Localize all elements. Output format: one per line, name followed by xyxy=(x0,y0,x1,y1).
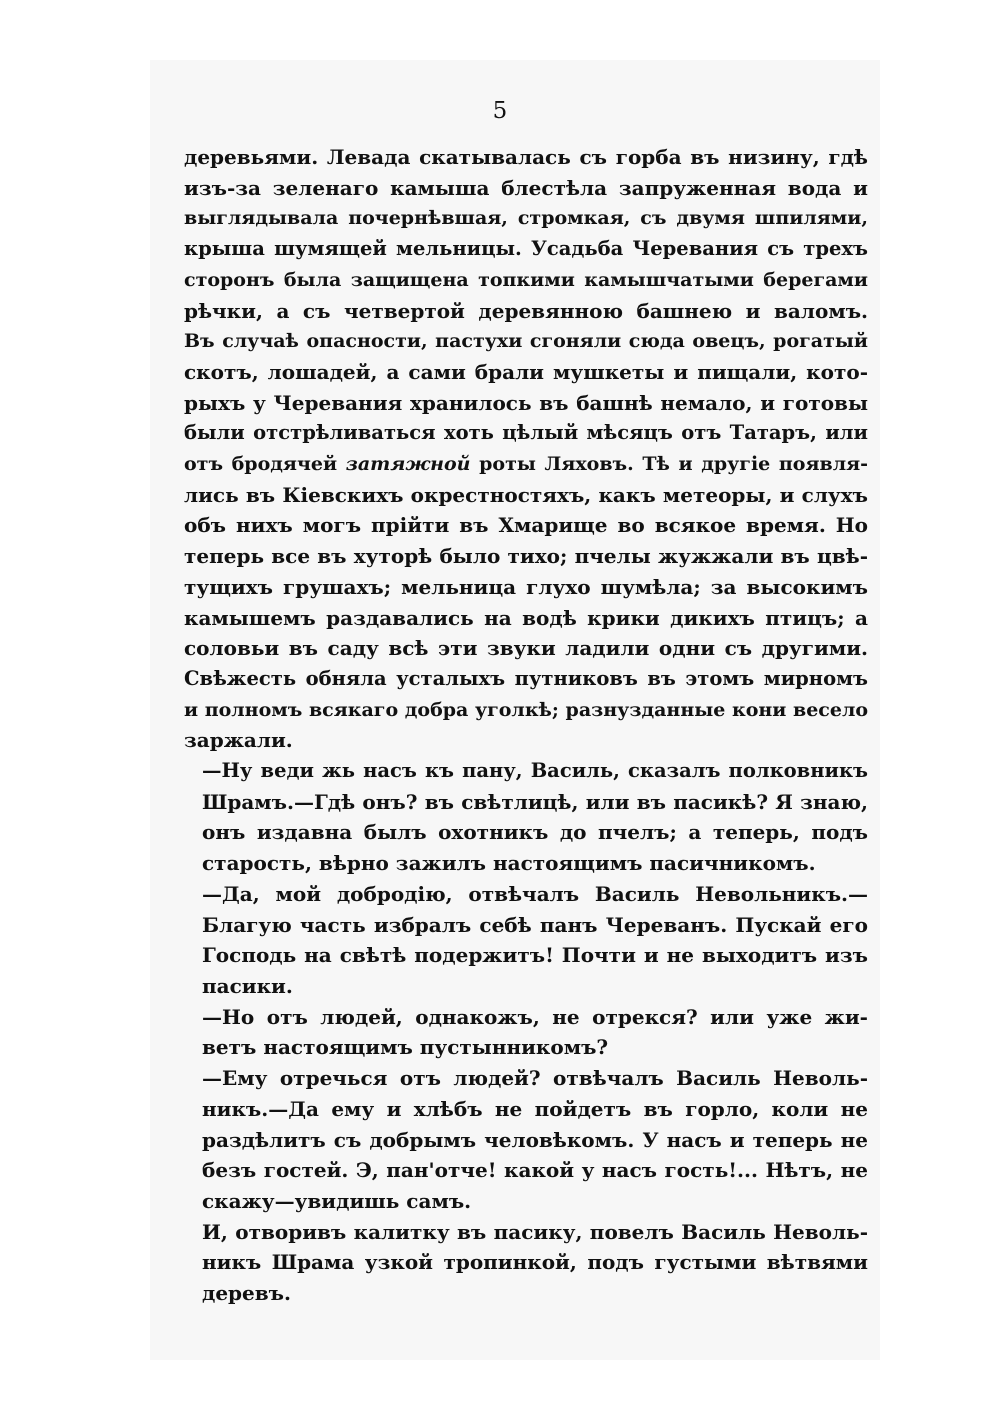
text-line: соловьи въ саду всѣ эти звуки ладили одни съ другими. xyxy=(184,636,868,661)
text-line: лись въ Кіевскихъ окрестностяхъ, какъ метеоры, и слухъ xyxy=(184,482,868,507)
italic-word: затяжной xyxy=(345,453,471,476)
text-line: старость, вѣрно зажилъ настоящимъ пасичникомъ. xyxy=(202,851,816,876)
text-line: —Ему отречься отъ людей? отвѣчалъ Василь Неволь- xyxy=(202,1066,868,1091)
text-line: Благую часть избралъ себѣ панъ Череванъ. Пускай его xyxy=(202,912,868,937)
body-text xyxy=(184,142,868,1309)
paragraph-1 xyxy=(184,142,868,756)
paragraph-4 xyxy=(184,1002,868,1063)
text-line: онъ издавна былъ охотникъ до пчелъ; а теперь, подъ xyxy=(202,820,868,845)
text-line: Шрамъ.—Гдѣ онъ? въ свѣтлицѣ, или въ пасикѣ? Я знаю, xyxy=(202,789,868,814)
text-line: рыхъ у Черевания хранилось въ башнѣ немало, и готовы xyxy=(184,390,868,415)
text-line: —Да, мой добродію, отвѣчалъ Василь Невольникъ.— xyxy=(202,881,868,906)
text-line: раздѣлитъ съ добрымъ человѣкомъ. У насъ и теперь не xyxy=(202,1127,868,1152)
text-line: Свѣжесть обняла усталыхъ путниковъ въ этомъ мирномъ xyxy=(184,666,868,690)
page-number: 5 xyxy=(492,98,508,124)
text-line: скажу—увидишь самъ. xyxy=(202,1188,472,1213)
paragraph-3 xyxy=(184,879,868,1002)
text-line: были отстрѣливаться хоть цѣлый мѣсяцъ отъ Татаръ, или xyxy=(184,421,868,445)
text-line: никъ Шрама узкой тропинкой, подъ густыми вѣтвями xyxy=(202,1250,868,1275)
paragraph-6 xyxy=(184,1217,868,1309)
text-line: пасики. xyxy=(202,973,293,998)
text-line: выглядывала почернѣвшая, стромкая, съ двумя шпилями, xyxy=(184,207,868,230)
text-line: камышемъ раздавались на водѣ крики дикихъ птицъ; а xyxy=(184,605,868,630)
text-segment: отъ бродячей xyxy=(184,453,346,476)
text-line: крыша шумящей мельницы. Усадьба Черевания съ трехъ xyxy=(184,237,868,261)
text-line: безъ гостей. Э, пан'отче! какой у насъ гость!... Нѣтъ, не xyxy=(202,1158,868,1183)
text-line: объ нихъ могъ прійти въ Хмарище во всякое время. Но xyxy=(184,513,868,538)
text-line: —Ну веди жь насъ къ пану, Василь, сказалъ полковникъ xyxy=(202,759,868,783)
text-line: Господь на свѣтѣ подержитъ! Почти и не выходитъ изъ xyxy=(202,943,868,968)
text-line: —Но отъ людей, однакожъ, не отрекся? или уже жи- xyxy=(202,1004,868,1029)
text-line: ветъ настоящимъ пустынникомъ? xyxy=(202,1035,609,1060)
paragraph-5 xyxy=(184,1063,868,1217)
text-line: тущихъ грушахъ; мельница глухо шумѣла; за высокимъ xyxy=(184,574,868,599)
text-line: теперь все въ хуторѣ было тихо; пчелы жужжали въ цвѣ- xyxy=(184,544,868,569)
text-line: Въ случаѣ опасности, пастухи сгоняли сюда овецъ, рогатый xyxy=(184,330,868,353)
text-line: рѣчки, а съ четвертой деревянною башнею и валомъ. xyxy=(184,298,868,323)
text-segment: роты Ляховъ. Тѣ и другіе появля- xyxy=(470,453,869,476)
text-line: скотъ, лошадей, а сами брали мушкеты и пищали, кото- xyxy=(184,359,868,384)
text-line: деревъ. xyxy=(202,1281,291,1306)
text-line: никъ.—Да ему и хлѣбъ не пойдетъ въ горло, коли не xyxy=(202,1096,868,1121)
paragraph-2 xyxy=(184,756,868,879)
text-line: и полномъ всякаго добра уголкѣ; разнузданные кони весело xyxy=(184,698,869,721)
text-line xyxy=(184,449,868,480)
text-line: заржали. xyxy=(184,728,293,753)
text-line: деревьями. Левада скатывалась съ горба въ низину, гдѣ xyxy=(184,145,868,169)
text-line: И, отворивъ калитку въ пасику, повелъ Василь Неволь- xyxy=(202,1219,868,1244)
text-line: изъ-за зеленаго камыша блестѣла запруженная вода и xyxy=(184,175,868,200)
text-line: сторонъ была защищена топкими камышчатыми берегами xyxy=(184,268,868,291)
